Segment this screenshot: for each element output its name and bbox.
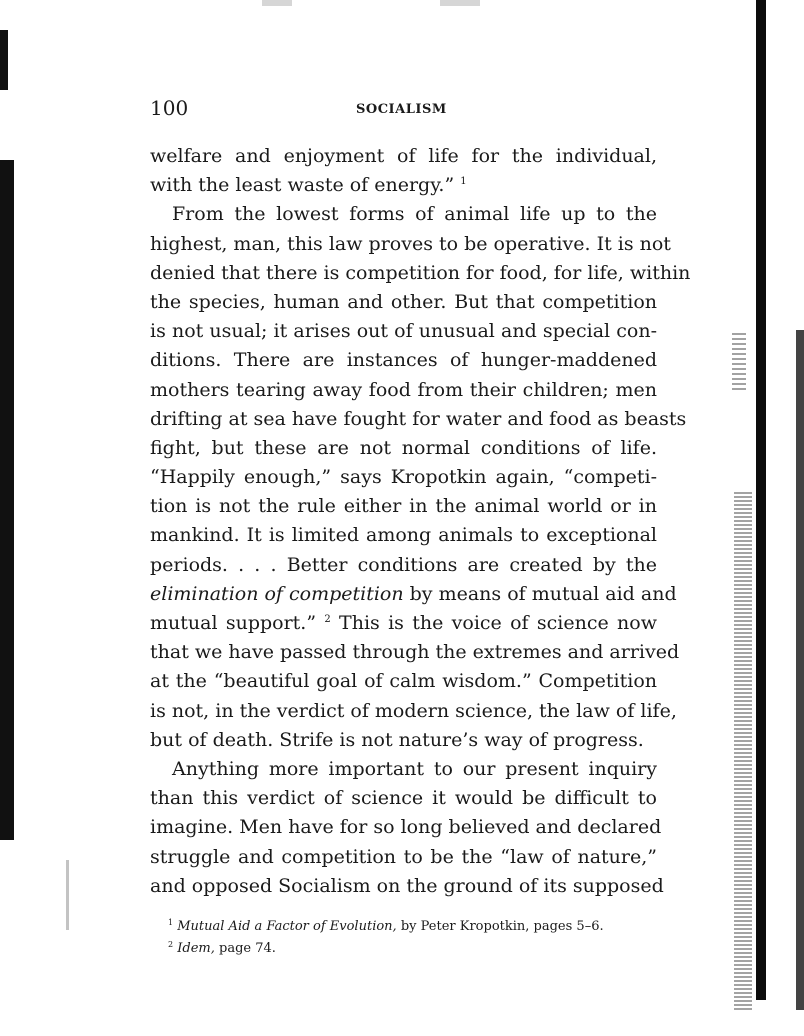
text-line: mothers tearing away food from their children; men (150, 378, 657, 401)
text-line: Anything more important to our present inquiry (172, 757, 657, 780)
text-line: that we have passed through the extremes and arrived (150, 641, 680, 664)
text-line: is not, in the verdict of modern science, the law of life, (150, 699, 677, 722)
text-line: ditions. There are instances of hunger-maddened (150, 349, 657, 372)
scan-noise (440, 0, 480, 6)
scan-noise (66, 860, 69, 930)
text-line-content: mutual support.” (150, 612, 317, 634)
text-line-content: This is the voice of science now (330, 612, 657, 634)
text-line: “Happily enough,” says Kropotkin again, “competi- (150, 466, 657, 489)
footnote-ref: 2 (324, 614, 331, 625)
text-line: is not usual; it arises out of unusual and special con- (150, 320, 657, 343)
footnote-text: page 74. (214, 941, 276, 956)
text-line: welfare and enjoyment of life for the individual, (150, 145, 657, 167)
text-line: at the “beautiful goal of calm wisdom.” Competition (150, 670, 657, 693)
text-line: imagine. Men have for so long believed and declared (150, 816, 662, 839)
text-line-content: by means of mutual aid and (403, 582, 677, 605)
footnote-text: by Peter Kropotkin, pages 5–6. (396, 919, 604, 934)
body-text (150, 142, 691, 901)
scan-noise (732, 330, 746, 390)
footnote-title: Idem, (177, 941, 215, 956)
footnotes (168, 916, 658, 960)
footnote-2 (168, 938, 658, 960)
scan-noise (734, 490, 752, 1010)
page-header (150, 96, 657, 126)
footnote-marker: 1 (168, 918, 174, 927)
running-title: SOCIALISM (356, 102, 447, 117)
italic-phrase: elimination of competition (150, 582, 404, 605)
footnote-1 (168, 916, 658, 938)
text-line (150, 609, 657, 638)
text-line (150, 580, 677, 609)
text-line: drifting at sea have fought for water and food as beasts (150, 407, 687, 430)
text-line: the species, human and other. But that competition (150, 290, 657, 313)
text-line: mankind. It is limited among animals to exceptional (150, 524, 657, 547)
scan-edge-shadow (0, 30, 8, 90)
text-line-content: with the least waste of energy.” (150, 174, 455, 197)
text-line: fight, but these are not normal conditions of life. (150, 436, 657, 459)
scan-noise (262, 0, 292, 6)
text-line: periods. . . . Better conditions are created by the (150, 553, 657, 576)
text-line: but of death. Strife is not nature’s way of progress. (150, 728, 644, 751)
page-number: 100 (150, 96, 189, 120)
scan-edge-shadow (0, 160, 14, 840)
text-line: tion is not the rule either in the animal world or in (150, 495, 657, 518)
scan-edge-shadow (756, 0, 766, 1000)
footnote-title: Mutual Aid a Factor of Evolution, (177, 919, 397, 934)
text-line (150, 171, 657, 200)
text-line: highest, man, this law proves to be operative. It is not (150, 232, 671, 255)
footnote-marker: 2 (168, 940, 174, 949)
footnote-ref: 1 (460, 176, 467, 188)
text-line: From the lowest forms of animal life up to the (172, 203, 657, 226)
scan-edge-shadow (796, 330, 804, 1010)
text-line: denied that there is competition for food, for life, within (150, 261, 691, 284)
text-line: than this verdict of science it would be difficult to (150, 787, 657, 810)
text-line: and opposed Socialism on the ground of its supposed (150, 874, 664, 897)
text-line: struggle and competition to be the “law of nature,” (150, 845, 657, 868)
